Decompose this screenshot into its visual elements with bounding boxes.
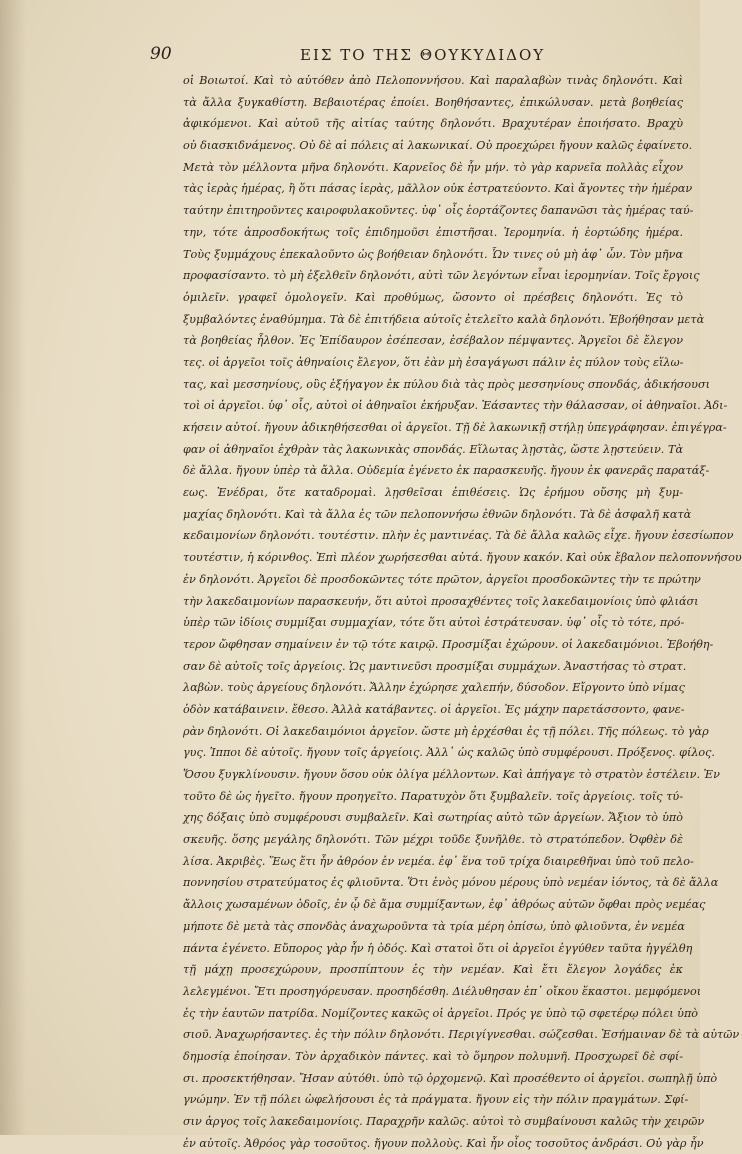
text-line: μαχίας δηλονότι. Καὶ τὰ ἄλλα ἐς τῶν πελοποννήσω ἐθνῶν δηλονότι. Τὰ δὲ ἀσφαλῆ κατὰ (183, 507, 692, 521)
text-line: οἱ Βοιωτοί. Καὶ τὸ αὐτόθεν ἀπὸ Πελοποννήσου. Καὶ παραλαβὼν τινὰς δηλονότι. Καὶ (183, 74, 683, 87)
text-line: ταύτην ἐπιτηροῦντες καιροφυλακοῦντες. ὑφ᾽ οἷς ἑορτάζοντες δαπανῶσι τὰς ἡμέρας ταύ- (183, 204, 694, 218)
text-line: κεδαιμονίων δηλονότι. τουτέστιν. πλὴν ἐς μαντινέας. Τὰ δὲ ἄλλα καλῶς εἶχε. ἤγουν ἐσεσίωπον (183, 529, 734, 543)
text-line: εως. Ἐνέδραι, ὅτε καταδρομαὶ. λῃσθεῖσαι ἐπιθέσεις. Ὡς ἐρήμου οὔσης μὴ ξυμ- (183, 486, 683, 500)
text-line: ἀφικόμενοι. Καὶ αὐτοῦ τῆς αἰτίας ταύτης δηλονότι. Βραχυτέραν ἐποιήσατο. Βραχὺ (183, 117, 683, 131)
text-line: προφασίσαντο. τὸ μὴ ἐξελθεῖν δηλονότι, αὐτὶ τῶν λεγόντων εἶναι ἱερομηνίαν. Τοῖς ἔργοις (183, 269, 700, 283)
text-line: δημοσίᾳ ἐποίησαν. Τὸν ἀρχαδικὸν πάντες. καὶ τὸ ὅμηρον πολυμνῆ. Προσχωρεῖ δὲ σφί- (183, 1049, 683, 1063)
text-line: σιοῦ. Ἀναχωρήσαντες. ἐς τὴν πόλιν δηλονότι. Περιγίγνεσθαι. σώζεσθαι. Ἐσήμαιναν δὲ τὰ αὐτῶν (183, 1028, 740, 1042)
text-line: τουτέστιν, ἡ κόρινθος. Ἐπὶ πλέον χωρήσεσθαι αὐτά. ἤγουν κακόν. Καὶ οὐκ ἔβαλον πελοποννήσου (183, 551, 742, 565)
text-line: τὰ βοηθείας ἦλθον. Ἐς Ἐπίδαυρον ἐσέπεσαν, ἐσέβαλον πέμψαντες. Ἀργεῖοι δὲ ἔλεγον (183, 334, 683, 348)
text-line: δὲ ἄλλα. ἤγουν ὑπὲρ τὰ ἄλλα. Οὐδεμία ἐγένετο ἐκ παρασκευῆς. ἤγουν ἐκ φανερᾶς παρατάξ- (183, 464, 710, 478)
text-line: λίσα. Ἀκριβὲς. Ἕως ἔτι ἦν ἀθρόον ἐν νεμέα. ἐφ᾽ ἕνα τοῦ τρίχα διαιρεθῆναι ὑπὸ τοῦ πελο- (183, 854, 694, 868)
text-line: σαν δὲ αὐτοῖς τοῖς ἀργείοις. Ὡς μαντινεῦσι προσμίξαι συμμάχων. Ἀναστήσας τὸ στρατ. (183, 659, 687, 673)
text-line: την, τότε ἀπροσδοκήτως τοῖς ἐπιδημοῦσι ἐπιστῆσαι. Ἱερομηνία. ἡ ἑορτώδης ἡμέρα. (183, 225, 683, 239)
text-line: τερον ὤφθησαν σημαίνειν ἐν τῷ τότε καιρῷ. Προσμίξαι ἐχώρουν. οἱ λακεδαιμόνιοι. Ἐβοήθη- (183, 637, 714, 651)
text-line: τῇ μάχῃ προσεχώρουν, προσπίπτουν ἐς τὴν νεμέαν. Καὶ ἔτι ἔλεγον λογάδες ἐκ (183, 963, 683, 977)
text-line: ξυμβαλόντες ἐναθύμημα. Τὰ δὲ ἐπιτήδεια αὐτοῖς ἐτελεῖτο καλὰ δηλονότι. Ἐβοήθησαν μετὰ (183, 312, 705, 326)
text-line: ἐν δηλονότι. Ἀργεῖοι δὲ προσδοκῶντες τότε πρῶτον, ἀργεῖοι προσδοκῶντες τὴν τε πρώτην (183, 572, 701, 586)
text-line: τὰς ἱερὰς ἡμέρας, ἢ ὅτι πάσας ἱερὰς, μᾶλλον οὐκ ἐστρατεύοντο. Καὶ ἄγοντες τὴν ἡμέραν (183, 182, 693, 196)
page-number: 90 (150, 44, 172, 64)
running-title: ΕΙΣ ΤΟ ΤΗΣ ΘΟΥΚΥΔΙΔΟΥ (300, 46, 546, 64)
text-line: ὑπὲρ τῶν ἰδίοις συμμίξαι συμμαχίαν, τότε ὅτι αὐτοὶ ἐστράτευσαν. ὑφ᾽ οἷς τὸ τότε, πρό- (183, 616, 685, 630)
text-line: πάντα ἐγένετο. Εὔπορος γὰρ ἦν ἡ ὁδός. Καὶ στατοὶ ὅτι οἱ ἀργεῖοι ἐγγύθεν ταῦτα ἠγγέλθη (183, 941, 693, 955)
text-line: σκευῆς. ὅσης μεγάλης δηλονότι. Τῶν μέχρι τοῦδε ξυνῆλθε. τὸ στρατόπεδον. Ὀφθὲν δὲ (183, 833, 683, 847)
text-line: τας, καὶ μεσσηνίους, οὓς ἐξήγαγον ἐκ πύλου διὰ τὰς πρὸς μεσσηνίους σπονδάς, ἀδικήσουσι (183, 377, 710, 391)
text-line: φαν οἱ ἀθηναῖοι ἐχθρὰν τὰς λακωνικὰς σπονδάς. Εἵλωτας λῃστὰς, ὥστε λῃστεύειν. Τὰ (183, 442, 683, 456)
text-line: τοῦτο δὲ ὡς ἡγεῖτο. ἤγουν προηγεῖτο. Παρατυχὸν ὅτι ξυμβαλεῖν. τοῖς ἀργείοις. τοῖς τύ- (183, 789, 683, 803)
text-line: τοὶ οἱ ἀργεῖοι. ὑφ᾽ οἷς, αὐτοὶ οἱ ἀθηναῖοι ἐκήρυξαν. Ἐάσαντες τὴν θάλασσαν, οἱ ἀθηναῖοι. Ἀδι- (183, 399, 728, 413)
text-line: τὰ ἄλλα ξυγκαθίστη. Βεβαιοτέρας ἐποίει. Βοηθήσαντες, ἐπικώλυσαν. μετὰ βοηθείας (183, 95, 683, 109)
text-line: οὐ διασκιδνάμενος. Οὐ δὲ αἱ πόλεις αἱ λακωνικαί. Οὐ προεχώρει ἤγουν καλῶς ἐφαίνετο. (183, 139, 693, 153)
running-head (150, 44, 690, 66)
text-line: λαβὼν. τοὺς ἀργείους δηλονότι. Ἄλλην ἐχώρησε χαλεπήν, δύσοδον. Εἴργοντο ὑπὸ νίμας (183, 681, 685, 695)
text-line: μήποτε δὲ μετὰ τὰς σπονδὰς ἀναχωροῦντα τὰ τρία μέρη ὀπίσω, ὑπὸ φλιοῦντα, ἐν νεμέα (183, 919, 685, 933)
text-line: ἐν αὐτοῖς. Ἀθρόος γὰρ τοσοῦτος. ἤγουν πολλοὺς. Καὶ ἦν οἷος τοσοῦτος ἀνδράσι. Οὐ γὰρ ἦν (183, 1136, 704, 1150)
text-line: ὁδὸν κατάβαινειν. ἔθεσο. Ἀλλὰ κατάβαντες. οἱ ἀργεῖοι. Ἐς μάχην παρετάσσοντο, φανε- (183, 702, 685, 716)
text-line: κήσειν αὐτοί. ἤγουν ἀδικηθήσεσθαι οἱ ἀργεῖοι. Τῇ δὲ λακωνικῇ στήλῃ ὑπεγράφησαν. ἐπιγέγρα- (183, 421, 727, 434)
text-line: τες. οἱ ἀργεῖοι τοῖς ἀθηναίοις ἔλεγον, ὅτι ἐὰν μὴ ἐσαγάγωσι πάλιν ἐς πύλον τοὺς εἵλω- (183, 355, 684, 369)
text-line: ὁμιλεῖν. γραφεῖ ὁμολογεῖν. Καὶ προθύμως, ὥσοντο οἱ πρέσβεις δηλονότι. Ἐς τὸ (183, 290, 683, 304)
text-line: Μετὰ τὸν μέλλοντα μῆνα δηλονότι. Καρνεῖος δὲ ἦν μήν. τὸ γὰρ καρνεῖα πολλὰς εἶχον (183, 160, 683, 174)
text-line: γνώμην. Ἐν τῇ πόλει ὠφελήσουσι ἐς τὰ πράγματα. ἤγουν εἰς τὴν πόλιν πραγμάτων. Σφί- (183, 1093, 689, 1107)
text-line: ἐς τὴν ἑαυτῶν πατρίδα. Νομίζοντες κακῶς οἱ ἀργεῖοι. Πρός γε ὑπὸ τῷ σφετέρῳ πόλει ὑπὸ (183, 1006, 699, 1020)
text-line: ποννησίου στρατεύματος ἐς φλιοῦντα. Ὅτι ἑνὸς μόνου μέρους ὑπὸ νεμέαν ἰόντος, τὰ δὲ ἄλλα (183, 876, 719, 890)
text-line: σι. προσεκτήθησαν. Ἤσαν αὐτόθι. ὑπὸ τῷ ὀρχομενῷ. Καὶ προσέθεντο οἱ ἀργεῖοι. σωπηλῇ ὑπὸ (183, 1071, 718, 1085)
text-line: Τοὺς ξυμμάχους ἐπεκαλοῦντο ὡς βοήθειαν δηλονότι. Ὧν τινες οὐ μὴ ἀφ᾽ ὧν. Τὸν μῆνα (183, 247, 683, 261)
text-line: γυς. Ἱπποι δὲ αὐτοῖς. ἤγουν τοῖς ἀργείοις. Ἀλλ᾽ ὡς καλῶς ὑπὸ συμφέρουσι. Πρόξενος. φίλος. (183, 746, 715, 760)
text-line: λελεγμένοι. Ἔτι προσηγόρευσαν. προσηδέσθη. Διέλυθησαν ἐπ᾽ οἴκου ἕκαστοι. μεμφόμενοι (183, 984, 702, 998)
text-line: ἄλλοις χωσαμένων ὁδοῖς, ἐν ᾧ δὲ ἄμα συμμίξαντων, ἐφ᾽ ἀθρόως αὐτῶν ὄφθαι πρὸς νεμέας (183, 898, 706, 912)
text-line: ρὰν δηλονότι. Οἱ λακεδαιμόνιοι ἀργεῖον. ὥστε μὴ ἐρχέσθαι ἐς τῇ πόλει. Τῆς πόλεως. τὸ γὰρ (183, 724, 709, 738)
text-line: τὴν λακεδαιμονίων παρασκευήν, ὅτι αὐτοὶ προσαχθέντες τοῖς λακεδαιμονίοις ὑπὸ φλιάσι (183, 594, 699, 608)
text-line: χης δόξαις ὑπὸ συμφέρουσι συμβαλεῖν. Καὶ σωτηρίας αὐτὸ τῶν ἀργείων. Ἄξιον τὸ ὑπὸ (183, 811, 683, 825)
text-line: σιν ἀργος τοῖς λακεδαιμονίοις. Παραχρῆν καλῶς. αὐτοὶ τὸ συμβαίνουσι καλῶς τὴν χειρῶν (183, 1115, 705, 1128)
commentary-text (183, 70, 742, 1154)
text-line: Ὅσου ξυγκλίνουσιν. ἤγουν ὅσου οὐκ ὀλίγα μέλλοντων. Καὶ ἀπήγαγε τὸ στρατὸν ἐστέλειν. Ἐν (183, 768, 720, 781)
